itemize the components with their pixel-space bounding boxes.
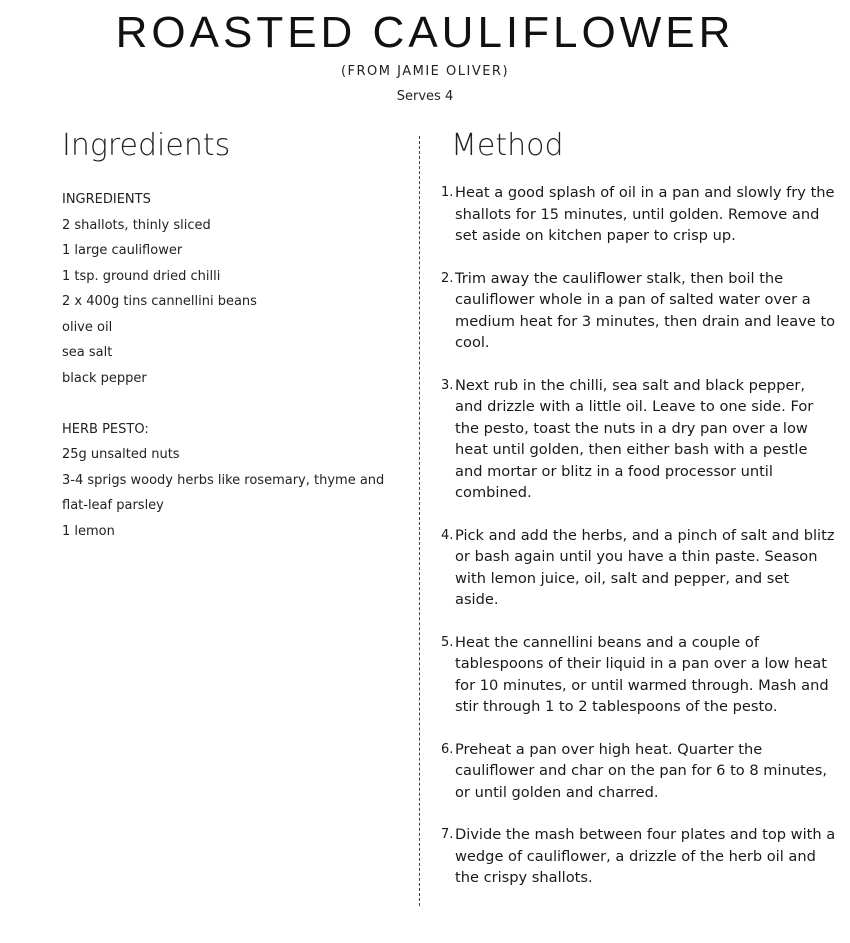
method-step xyxy=(441,824,836,889)
step-number: 5. xyxy=(441,634,454,650)
ingredient-item: sea salt xyxy=(62,345,113,360)
method-step xyxy=(441,182,836,247)
method-step xyxy=(441,525,836,611)
step-text: Preheat a pan over high heat. Quarter the cauliflower and char on the pan for 6 to 8 minutes, or until golden and charred. xyxy=(455,740,828,801)
step-number: 3. xyxy=(441,377,454,393)
step-number: 7. xyxy=(441,827,454,842)
ingredient-item: olive oil xyxy=(62,319,113,335)
step-number: 2. xyxy=(441,270,454,286)
ingredient-item: 3-4 sprigs woody herbs like rosemary, thyme and xyxy=(62,472,385,488)
column-divider xyxy=(419,136,420,906)
step-text: Heat a good splash of oil in a pan and slowly fry the shallots for 15 minutes, until golden. Remove and set aside on kitchen paper to crisp up. xyxy=(455,184,835,244)
ingredient-item: flat-leaf parsley xyxy=(62,498,164,513)
ingredient-item: 1 tsp. ground dried chilli xyxy=(62,268,221,284)
ingredients-heading: Ingredients xyxy=(62,128,231,163)
method-heading: Method xyxy=(451,128,564,163)
ingredient-item: 1 large cauliflower xyxy=(62,243,183,258)
step-number: 4. xyxy=(441,527,454,543)
method-step xyxy=(441,632,836,718)
ingredient-item: 2 x 400g tins cannellini beans xyxy=(62,294,257,309)
step-number: 1. xyxy=(441,185,454,200)
step-text: Pick and add the herbs, and a pinch of salt and blitz or bash again until you have a thin paste. Season with lemon juice, oil, salt and pepper, and set aside. xyxy=(455,526,835,608)
step-text: Next rub in the chilli, sea salt and black pepper, and drizzle with a little oil. Leave to one side. For the pesto, toast the nuts in a dry pan over a low heat until golden, then either bash with a pestle and mortar or blitz in a food processor until combined. xyxy=(455,376,814,501)
ingredient-item: 2 shallots, thinly sliced xyxy=(62,217,211,233)
step-text: Divide the mash between four plates and top with a wedge of cauliflower, a drizzle of the herb oil and the crispy shallots. xyxy=(455,826,836,886)
step-text: Trim away the cauliflower stalk, then boil the cauliflower whole in a pan of salted water over a medium heat for 3 minutes, then drain and leave to cool. xyxy=(455,269,836,351)
recipe-serves: Serves 4 xyxy=(396,89,454,104)
method-step xyxy=(441,268,836,354)
method-step xyxy=(441,739,836,804)
ingredient-item: 25g unsalted nuts xyxy=(62,447,180,462)
step-number: 6. xyxy=(441,741,454,757)
ingredient-item: 1 lemon xyxy=(62,523,115,539)
method-steps xyxy=(441,182,836,910)
ingredient-section-label: INGREDIENTS xyxy=(62,192,151,207)
ingredient-item: black pepper xyxy=(62,370,147,386)
ingredients-list xyxy=(62,187,402,544)
method-step xyxy=(441,375,836,504)
recipe-title: ROASTED CAULIFLOWER xyxy=(115,8,735,57)
step-text: Heat the cannellini beans and a couple of tablespoons of their liquid in a pan over a low heat for 10 minutes, or until warmed through. Mash and stir through 1 to 2 tablespoons of the pesto. xyxy=(455,633,829,715)
recipe-source: (FROM JAMIE OLIVER) xyxy=(340,64,510,79)
ingredient-section-label: HERB PESTO: xyxy=(62,421,149,437)
